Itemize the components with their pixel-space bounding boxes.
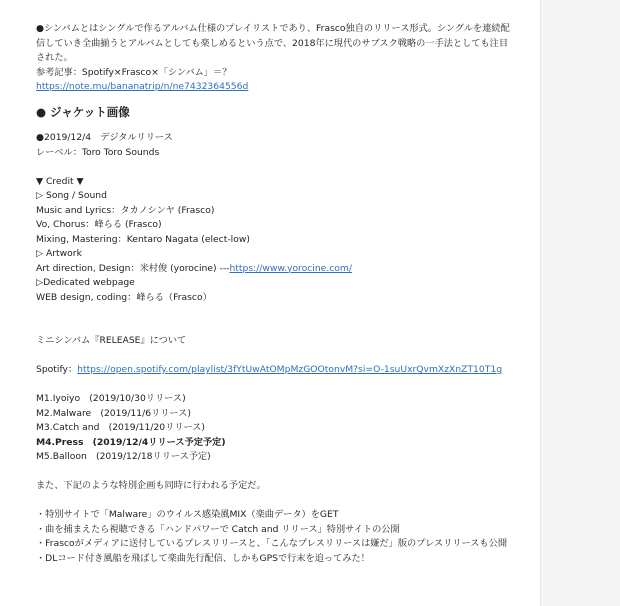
track-item: M5.Balloon (2019/12/18リリース予定) (36, 451, 211, 462)
track-item-highlighted: M4.Press (2019/12/4リリース予定予定) (36, 436, 226, 448)
credit-artwork-heading: ▷ Artwork (36, 248, 82, 259)
article-body (36, 22, 510, 566)
release-label: レーベル：Toro Toro Sounds (36, 146, 160, 158)
track-item: M1.Iyoiyo (2019/10/30リリース) (36, 393, 186, 404)
credit-title: ▼ Credit ▼ (36, 175, 84, 187)
spotify-link[interactable]: https://open.spotify.com/playlist/3fYtUwAtOMpMzGOOtonvM?si=O-1suUxrQvmXzXnZT10T1g (77, 364, 503, 375)
mini-symbum-title: ミニシンバム『RELEASE』について (36, 335, 187, 346)
credit-web-design: WEB design, coding：峰らる（Frasco） (36, 291, 212, 303)
special-item: ・DLコード付き風船を飛ばして楽曲先行配信、しかもGPSで行末を追ってみた！ (36, 552, 370, 564)
spotify-label: Spotify： (36, 364, 78, 375)
special-item: ・Frascoがメディアに送付しているプレスリリースと、「こんなプレスリリースは嫌だ」版のプレスリリースも公開 (36, 538, 508, 549)
track-item: M3.Catch and (2019/11/20リリース) (36, 422, 206, 433)
art-direction-link[interactable]: https://www.yorocine.com/ (229, 262, 352, 274)
spotify-line (36, 363, 510, 378)
credit-music-lyrics: Music and Lyrics：タカノシンヤ (Frasco) (36, 204, 215, 216)
track-item: M2.Malware (2019/11/6リリース) (36, 407, 191, 419)
credit-vo-chorus: Vo, Chorus：峰らる (Frasco) (36, 219, 162, 230)
jacket-heading: ● ジャケット画像 (36, 104, 130, 119)
credit-art-direction-line (36, 262, 510, 277)
credit-webpage-heading: ▷Dedicated webpage (36, 277, 135, 288)
credit-song-heading: ▷ Song / Sound (36, 190, 107, 201)
reference-link[interactable]: https://note.mu/bananatrip/n/ne7432364556d (36, 81, 249, 92)
intro-paragraph: ●シンバムとはシングルで作るアルバム仕様のプレイリストであり、Frasco独自のリリース形式。シングルを連続配信していき全曲揃うとアルバムとしても楽しめるという点で、2018年に現代のサブスク戦略の一手法としても注目された。 (36, 23, 510, 63)
special-intro: また、下記のような特別企画も同時に行われる予定だ。 (36, 480, 266, 491)
special-item: ・曲を捕まえたら視聴できる「ハンドパワーで Catch and リリース」特別サイトの公開 (36, 523, 400, 535)
release-date: ●2019/12/4 デジタルリリース (36, 132, 173, 143)
right-sidebar-background (540, 0, 620, 606)
reference-label: 参考記事：Spotify×Frasco×「シンバム」＝？ (36, 66, 232, 78)
credit-mixing: Mixing, Mastering：Kentaro Nagata (elect-low) (36, 233, 250, 245)
credit-art-direction: Art direction, Design：米村俊 (yorocine) --- (36, 262, 230, 274)
special-item: ・特別サイトで「Malware」のウイルス感染風MIX（楽曲データ）をGET (36, 509, 339, 520)
